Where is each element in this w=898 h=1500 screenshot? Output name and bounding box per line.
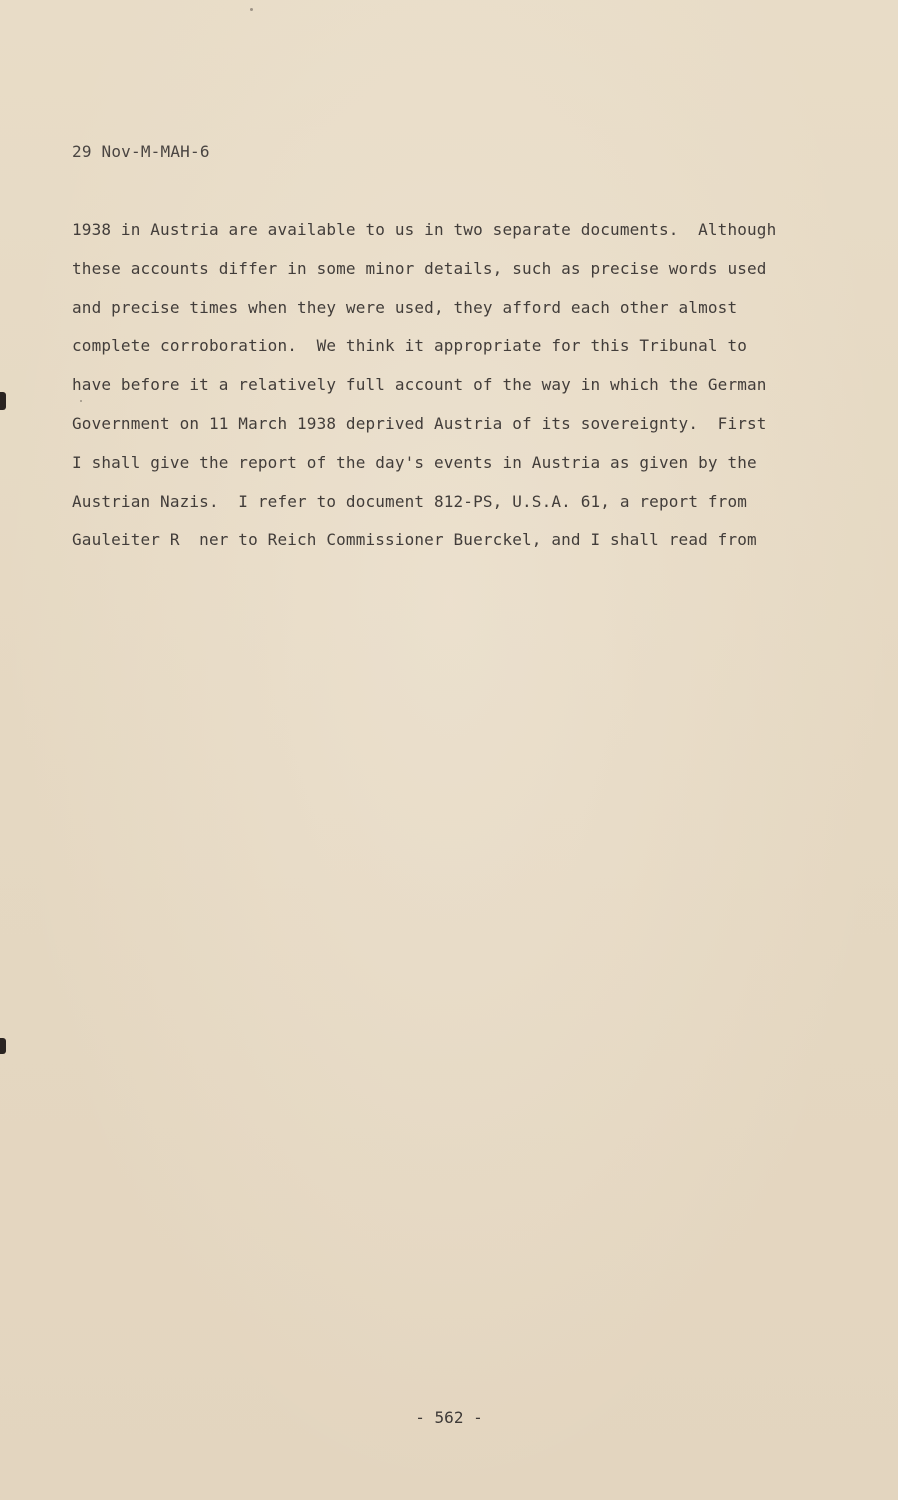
paper-speck bbox=[250, 8, 253, 11]
page-number: - 562 - bbox=[415, 1408, 483, 1427]
binding-hole-mark bbox=[0, 392, 6, 410]
document-header: 29 Nov-M-MAH-6 bbox=[72, 142, 210, 161]
body-line: complete corroboration. We think it appropriate for this Tribunal to bbox=[72, 336, 748, 356]
body-line: Austrian Nazis. I refer to document 812-PS, U.S.A. 61, a report from bbox=[72, 491, 748, 511]
body-line: I shall give the report of the day's events in Austria as given by the bbox=[72, 452, 757, 472]
binding-hole-mark bbox=[0, 1038, 6, 1054]
body-line: and precise times when they were used, they afford each other almost bbox=[72, 297, 738, 317]
body-line: 1938 in Austria are available to us in two separate documents. Although bbox=[72, 220, 777, 239]
document-body bbox=[72, 218, 792, 567]
body-line: have before it a relatively full account of the way in which the German bbox=[72, 375, 767, 395]
body-line: Government on 11 March 1938 deprived Austria of its sovereignty. First bbox=[72, 413, 767, 433]
body-line: Gauleiter R ner to Reich Commissioner Buerckel, and I shall read from bbox=[72, 530, 757, 550]
body-line: these accounts differ in some minor details, such as precise words used bbox=[72, 258, 767, 278]
